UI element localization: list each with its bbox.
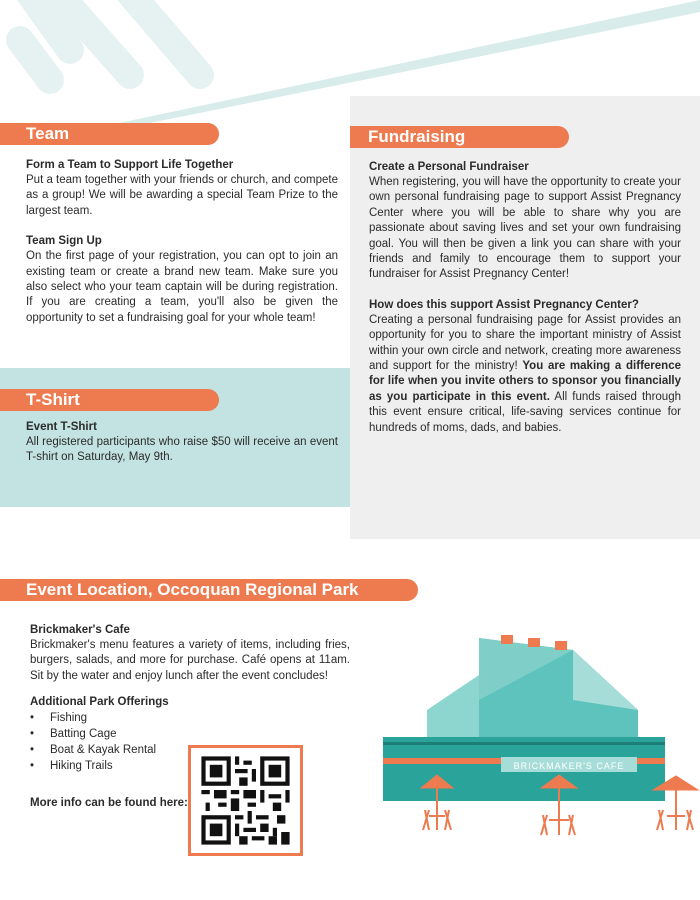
- fundraising-section: [369, 161, 681, 436]
- cafe-sign: BRICKMAKER'S CAFE: [513, 761, 625, 771]
- fundraising-sub-how: How does this support Assist Pregnancy Center?: [369, 298, 639, 311]
- tshirt-sub: Event T-Shirt: [26, 421, 97, 433]
- fundraising-sub-create: Create a Personal Fundraiser: [369, 161, 529, 173]
- location-para-cafe: Brickmaker's menu features a variety of items, including fries, burgers, salads, and more for purchase. Café opens at 11am. Sit by the water and enjoy lunch after the event concludes!: [30, 639, 350, 682]
- fundraising-para-how-bold: You are making a difference for life when you invite others to sponsor you financially as you participate in this event.: [369, 360, 681, 403]
- qr-code[interactable]: [188, 745, 303, 856]
- fundraising-para-create: When registering, you will have the opportunity to create your own personal fundraising page to support Assist Pregnancy Center where you will be able to share why you are passionate about saving lives and set your own fundraising goal. You will then be given a link you can share with your friends and family to encourage them to support your fundraiser for Assist Pregnancy Center!: [369, 176, 681, 281]
- list-item: • Hiking Trails: [30, 758, 350, 774]
- location-sub-cafe: Brickmaker's Cafe: [30, 624, 130, 636]
- team-sub-signup: Team Sign Up: [26, 235, 102, 248]
- fundraising-para-how-a: Creating a personal fundraising page for Assist provides an opportunity for you to share the important ministry of Assist within your own circle and network, creating more awareness and support for the ministry!: [369, 313, 681, 373]
- more-info-label: More info can be found here:: [30, 797, 188, 809]
- tshirt-heading: T-Shirt: [0, 389, 219, 411]
- cafe-illustration: [383, 630, 700, 840]
- list-item: • Batting Cage: [30, 726, 350, 742]
- tshirt-para: All registered participants who raise $50 will receive an event T-shirt on Saturday, May 9th.: [26, 436, 338, 464]
- fundraising-para-how-b: All funds raised through this event ensure critical, life-saving services continue for hundreds of moms, dads, and babies.: [369, 390, 681, 434]
- team-para-form: Put a team together with your friends or church, and compete as a group! We will be awarding a special Team Prize to the largest team.: [26, 174, 338, 217]
- fundraising-para-how: [369, 313, 681, 436]
- team-heading: Team: [0, 123, 219, 145]
- list-item: • Boat & Kayak Rental: [30, 742, 350, 758]
- team-para-signup: On the first page of your registration, you can opt to join an existing team or create a brand new team. Make sure you also select who your team captain will be during registration. If you are creating a team, you'll also be given the opportunity to set a fundraising goal for your whole team!: [26, 250, 338, 324]
- list-item: • Fishing: [30, 710, 350, 726]
- tshirt-section: [26, 421, 338, 466]
- location-sub-offerings: Additional Park Offerings: [30, 696, 169, 709]
- location-heading: Event Location, Occoquan Regional Park: [0, 579, 418, 601]
- team-sub-form: Form a Team to Support Life Together: [26, 159, 234, 171]
- fundraising-heading: Fundraising: [350, 126, 569, 148]
- team-section: [26, 159, 338, 326]
